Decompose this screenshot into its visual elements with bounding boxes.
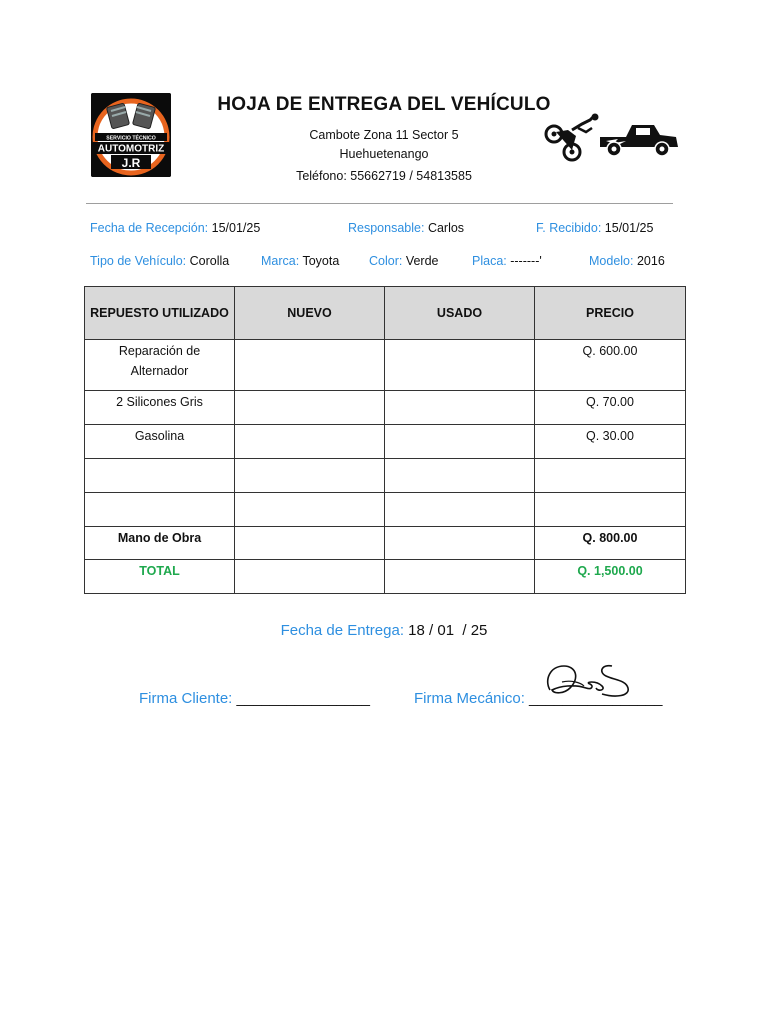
firma-cliente-line: ________________ <box>236 690 371 707</box>
table-row <box>85 425 686 459</box>
cell-usado <box>385 459 535 493</box>
cell-repuesto: Gasolina <box>85 425 235 459</box>
color-value: Verde <box>405 254 439 268</box>
firma-cliente <box>139 690 370 707</box>
responsable-value: Carlos <box>427 221 465 235</box>
placa-value: -------' <box>510 254 542 268</box>
total-value: Q. 1,500.00 <box>535 560 686 594</box>
cell-precio: Q. 70.00 <box>535 391 686 425</box>
signature-mark <box>540 660 635 700</box>
cell-usado <box>385 425 535 459</box>
modelo-value: 2016 <box>636 254 665 268</box>
fecha-entrega <box>0 622 768 639</box>
document-title: HOJA DE ENTREGA DEL VEHÍCULO <box>217 94 551 115</box>
cell-precio <box>535 459 686 493</box>
cell-nuevo <box>235 527 385 560</box>
placa <box>472 254 542 268</box>
cell-nuevo <box>235 340 385 391</box>
logo-line1: SERVICIO TÉCNICO <box>106 135 156 142</box>
color <box>369 254 439 268</box>
cell-nuevo <box>235 459 385 493</box>
marca-label: Marca: <box>261 254 300 268</box>
marca <box>261 254 339 268</box>
pickup-truck-icon <box>596 119 680 159</box>
cell-repuesto: 2 Silicones Gris <box>85 391 235 425</box>
table-header-row <box>85 287 686 340</box>
table-row <box>85 459 686 493</box>
parts-table <box>84 286 686 594</box>
logo-line2: AUTOMOTRIZ <box>97 143 165 155</box>
fecha-entrega-label: Fecha de Entrega: <box>280 622 404 639</box>
color-label: Color: <box>369 254 403 268</box>
table-row <box>85 493 686 527</box>
cell-nuevo <box>235 560 385 594</box>
tipo-vehiculo-value: Corolla <box>189 254 230 268</box>
address-line1: Cambote Zona 11 Sector 5 <box>309 128 459 142</box>
cell-nuevo <box>235 493 385 527</box>
logo-line3: J.R <box>121 156 141 170</box>
phone-line: Teléfono: 55662719 / 54813585 <box>296 169 472 183</box>
motorcycle-stunt-icon <box>542 112 602 162</box>
f-recibido-value: 15/01/25 <box>604 221 654 235</box>
cell-repuesto <box>85 459 235 493</box>
f-recibido <box>536 221 653 235</box>
cell-usado <box>385 560 535 594</box>
address-line2: Huehuetenango <box>339 147 429 161</box>
table-row <box>85 391 686 425</box>
header-repuesto: REPUESTO UTILIZADO <box>85 287 235 340</box>
fecha-recepcion-value: 15/01/25 <box>211 221 261 235</box>
cell-nuevo <box>235 391 385 425</box>
cell-precio: Q. 800.00 <box>535 527 686 560</box>
fecha-recepcion-label: Fecha de Recepción: <box>90 221 209 235</box>
cell-usado <box>385 391 535 425</box>
table-row-total <box>85 560 686 594</box>
responsable <box>348 221 464 235</box>
cell-repuesto: Mano de Obra <box>85 527 235 560</box>
total-label: TOTAL <box>85 560 235 594</box>
cell-usado <box>385 493 535 527</box>
table-row-mano-de-obra <box>85 527 686 560</box>
header-usado: USADO <box>385 287 535 340</box>
cell-precio: Q. 600.00 <box>535 340 686 391</box>
cell-usado <box>385 527 535 560</box>
fecha-recepcion <box>90 221 260 235</box>
tipo-vehiculo-label: Tipo de Vehículo: <box>90 254 187 268</box>
header-divider <box>86 203 673 204</box>
cell-nuevo <box>235 425 385 459</box>
table-row <box>85 340 686 391</box>
firma-mecanico-label: Firma Mecánico: <box>414 690 525 707</box>
modelo-label: Modelo: <box>589 254 634 268</box>
header-nuevo: NUEVO <box>235 287 385 340</box>
cell-repuesto: Reparación de Alternador <box>85 340 235 391</box>
firma-mecanico-line: ________________ <box>529 690 663 707</box>
marca-value: Toyota <box>302 254 340 268</box>
responsable-label: Responsable: <box>348 221 425 235</box>
header-precio: PRECIO <box>535 287 686 340</box>
cell-usado <box>385 340 535 391</box>
modelo <box>589 254 665 268</box>
cell-precio <box>535 493 686 527</box>
f-recibido-label: F. Recibido: <box>536 221 602 235</box>
cell-precio: Q. 30.00 <box>535 425 686 459</box>
tipo-vehiculo <box>90 254 229 268</box>
fecha-entrega-value: 18 / 01 / 25 <box>408 622 488 639</box>
cell-repuesto <box>85 493 235 527</box>
firma-cliente-label: Firma Cliente: <box>139 690 233 707</box>
placa-label: Placa: <box>472 254 507 268</box>
